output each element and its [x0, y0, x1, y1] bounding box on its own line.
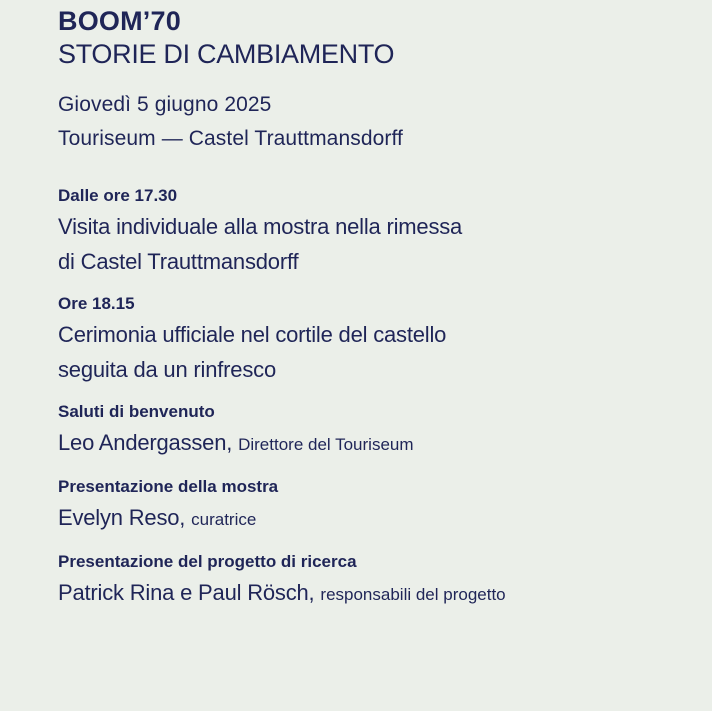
speaker-name: Leo Andergassen, [58, 430, 233, 455]
program-item-visit [58, 183, 692, 279]
program-item-speaker [58, 425, 692, 462]
program-item-research [58, 549, 692, 612]
program-item-label: Presentazione del progetto di ricerca [58, 552, 357, 571]
program-item-line: seguita da un rinfresco [58, 357, 276, 382]
event-date-block [58, 88, 692, 156]
program-item-exhibition [58, 474, 692, 537]
speaker-role: responsabili del progetto [320, 585, 506, 604]
program-item-speaker [58, 500, 692, 537]
event-date: Giovedì 5 giugno 2025 [58, 93, 272, 116]
program-item-label: Saluti di benvenuto [58, 402, 215, 421]
program-item-label: Dalle ore 17.30 [58, 186, 178, 205]
program-item-label: Ore 18.15 [58, 294, 135, 313]
program-item-label: Presentazione della mostra [58, 477, 279, 496]
speaker-name: Evelyn Reso, [58, 505, 186, 530]
program-item-ceremony [58, 291, 692, 387]
program-item-line: Visita individuale alla mostra nella rimessa [58, 214, 463, 239]
program-item-line: di Castel Trauttmansdorff [58, 249, 299, 274]
program-item-speaker [58, 575, 692, 612]
invitation-content [58, 5, 692, 624]
program-item-welcome [58, 399, 692, 462]
program-list [58, 183, 692, 612]
event-venue: Touriseum — Castel Trauttmansdorff [58, 127, 403, 150]
speaker-name: Patrick Rina e Paul Rösch, [58, 580, 315, 605]
speaker-role: Direttore del Touriseum [238, 435, 414, 454]
event-title: BOOM’70 [58, 6, 181, 36]
program-item-text [58, 209, 692, 279]
speaker-role: curatrice [191, 510, 257, 529]
program-item-text [58, 317, 692, 387]
program-item-line: Cerimonia ufficiale nel cortile del castello [58, 322, 447, 347]
event-subtitle: STORIE DI CAMBIAMENTO [58, 39, 395, 69]
